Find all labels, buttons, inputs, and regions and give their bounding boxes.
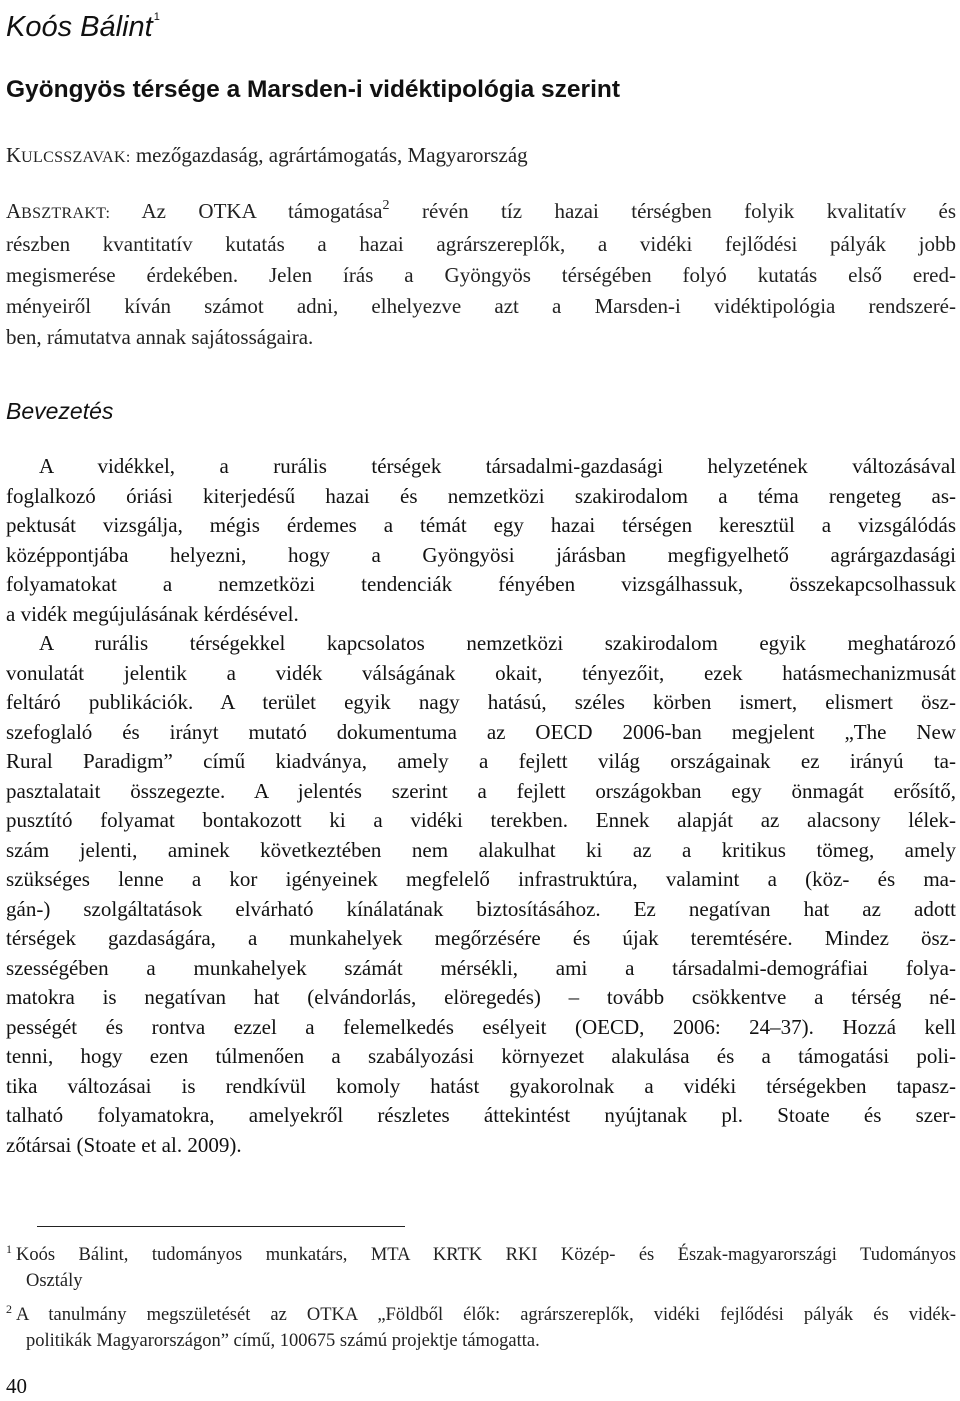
keywords-label-rest: ULCSSZAVAK: (21, 149, 131, 166)
body-line: tenni, hogy ezen túlmenően a szabályozási környezet alakulása és a támogatási poli- (6, 1044, 956, 1068)
abstract-label-rest: BSZTRAKT: (21, 205, 111, 222)
body-line: szességében a munkahelyek számát mérsékli, ami a társadalmi-demográfiai folya- (6, 955, 956, 980)
page-number: 40 (6, 1374, 27, 1398)
body-line: pusztító folyamat bontakozott ki a vidéki terekben. Ennek alapját az alacsony lélek- (6, 808, 956, 832)
footnote-text: Koós Bálint, tudományos munkatárs, MTA KRTK RKI Közép- és Észak-magyarországi Tudományos (16, 1245, 956, 1265)
keywords-line (6, 140, 956, 173)
abstract-line: részben kvantitatív kutatás a hazai agrárszereplők, a vidéki fejlődési pályák jobb (6, 232, 956, 256)
body-line: A rurális térségekkel kapcsolatos nemzetközi szakirodalom egyik meghatározó (39, 631, 956, 655)
abstract-line: megismerése érdekében. Jelen írás a Gyöngyös térségében folyó kutatás első ered- (6, 263, 956, 287)
abstract-line (6, 196, 956, 229)
abstract-line-fragment: révén tíz hazai térségben folyik kvalitatív és (389, 199, 957, 223)
section-heading: Bevezetés (6, 398, 114, 424)
abstract-line: ben, rámutatva annak sajátosságaira. (6, 325, 314, 349)
body-line: vonulatát jelentik a vidék válságának okait, tényezőit, ezek hatásmechanizmusát (6, 660, 956, 685)
body-line: zőtársai (Stoate et al. 2009). (6, 1132, 242, 1157)
article-title: Gyöngyös térsége a Marsden-i vidéktipológia szerint (6, 76, 621, 103)
body-line: pességét és rontva ezzel a felemelkedés esélyeit (OECD, 2006: 24–37). Hozzá kell (6, 1014, 956, 1039)
body-line: szám jelenti, aminek következtében nem alakulhat ki az a kritikus tömeg, amely (6, 837, 956, 862)
abstract (6, 196, 956, 353)
body-line: folyamatokat a nemzetközi tendenciák fényében vizsgálhassuk, összekapcsolhassuk (6, 572, 956, 596)
abstract-footnote-mark[interactable]: 2 (382, 198, 390, 213)
body-line: Rural Paradigm” című kiadványa, amely a fejlett világ országainak ez irányú ta- (6, 749, 956, 773)
body-line: feltáró publikációk. A terület egyik nagy hatású, széles körben ismert, elismert ösz- (6, 690, 956, 714)
footnote-separator (37, 1226, 405, 1227)
body-line: középpontjába helyezni, hogy a Gyöngyösi járásban megfigyelhető agrárgazdasági (6, 542, 956, 567)
footnote-mark: 1 (6, 1242, 12, 1256)
abstract-label-initial: A (6, 199, 22, 223)
body-line: szefoglaló és irányt mutató dokumentuma az OECD 2006-ban megjelent „The New (6, 719, 956, 744)
body-line: A vidékkel, a rurális térségek társadalmi-gazdasági helyzetének változásával (39, 454, 956, 478)
footnote-mark: 2 (6, 1302, 12, 1316)
abstract-line-fragment: Az OTKA támogatása (110, 199, 383, 223)
abstract-line: ményeiről kíván számot adni, elhelyezve azt a Marsden-i vidéktipológia rendszeré- (6, 294, 956, 318)
footnote-2 (6, 1302, 956, 1354)
body-line: foglalkozó óriási kiterjedésű hazai és nemzetközi szakirodalom a téma rengeteg as- (6, 483, 956, 508)
footnote-line (6, 1302, 956, 1328)
author-name-text: Koós Bálint (6, 11, 153, 43)
author-name (6, 0, 160, 44)
author-footnote-mark[interactable]: 1 (153, 11, 160, 23)
footnote-line: Osztály (26, 1271, 83, 1291)
body-line: a vidék megújulásának kérdésével. (6, 601, 299, 626)
body-text (6, 452, 956, 1160)
body-line: pasztalatait összegezte. A jelentés szerint a fejlett országokban egy önmagát erősítő, (6, 778, 956, 803)
body-line: pektusát vizsgálja, mégis érdemes a témát egy hazai térségen keresztül a vizsgálódás (6, 513, 956, 537)
keywords-text: mezőgazdaság, agrártámogatás, Magyarország (130, 143, 528, 167)
body-line: tika változásai is rendkívül komoly hatást gyakorolnak a vidéki térségekben tapasz- (6, 1073, 956, 1098)
footnote-line: politikák Magyarországon” című, 100675 számú projektje támogatta. (26, 1331, 540, 1351)
footnote-text: A tanulmány megszületését az OTKA „Földből élők: agrárszereplők, vidéki fejlődési pályák és vidék- (16, 1305, 956, 1325)
footnote-line (6, 1242, 956, 1268)
body-line: térségek gazdaságára, a munkahelyek megőrzésére és újak teremtésére. Mindez ösz- (6, 926, 956, 950)
body-line: matokra is negatívan hat (elvándorlás, elöregedés) – tovább csökkentve a térség né- (6, 985, 956, 1009)
body-line: gán-) szolgáltatások elvárható kínálatának biztosításához. Ez negatívan hat az adott (6, 896, 956, 921)
footnote-1 (6, 1242, 956, 1294)
keywords-label-initial: K (6, 143, 22, 167)
body-line: talható folyamatokra, amelyekről részletes áttekintést nyújtanak pl. Stoate és szer- (6, 1103, 956, 1127)
body-line: szükséges lenne a kor igényeinek megfelelő infrastruktúra, valamint a (köz- és ma- (6, 867, 956, 891)
